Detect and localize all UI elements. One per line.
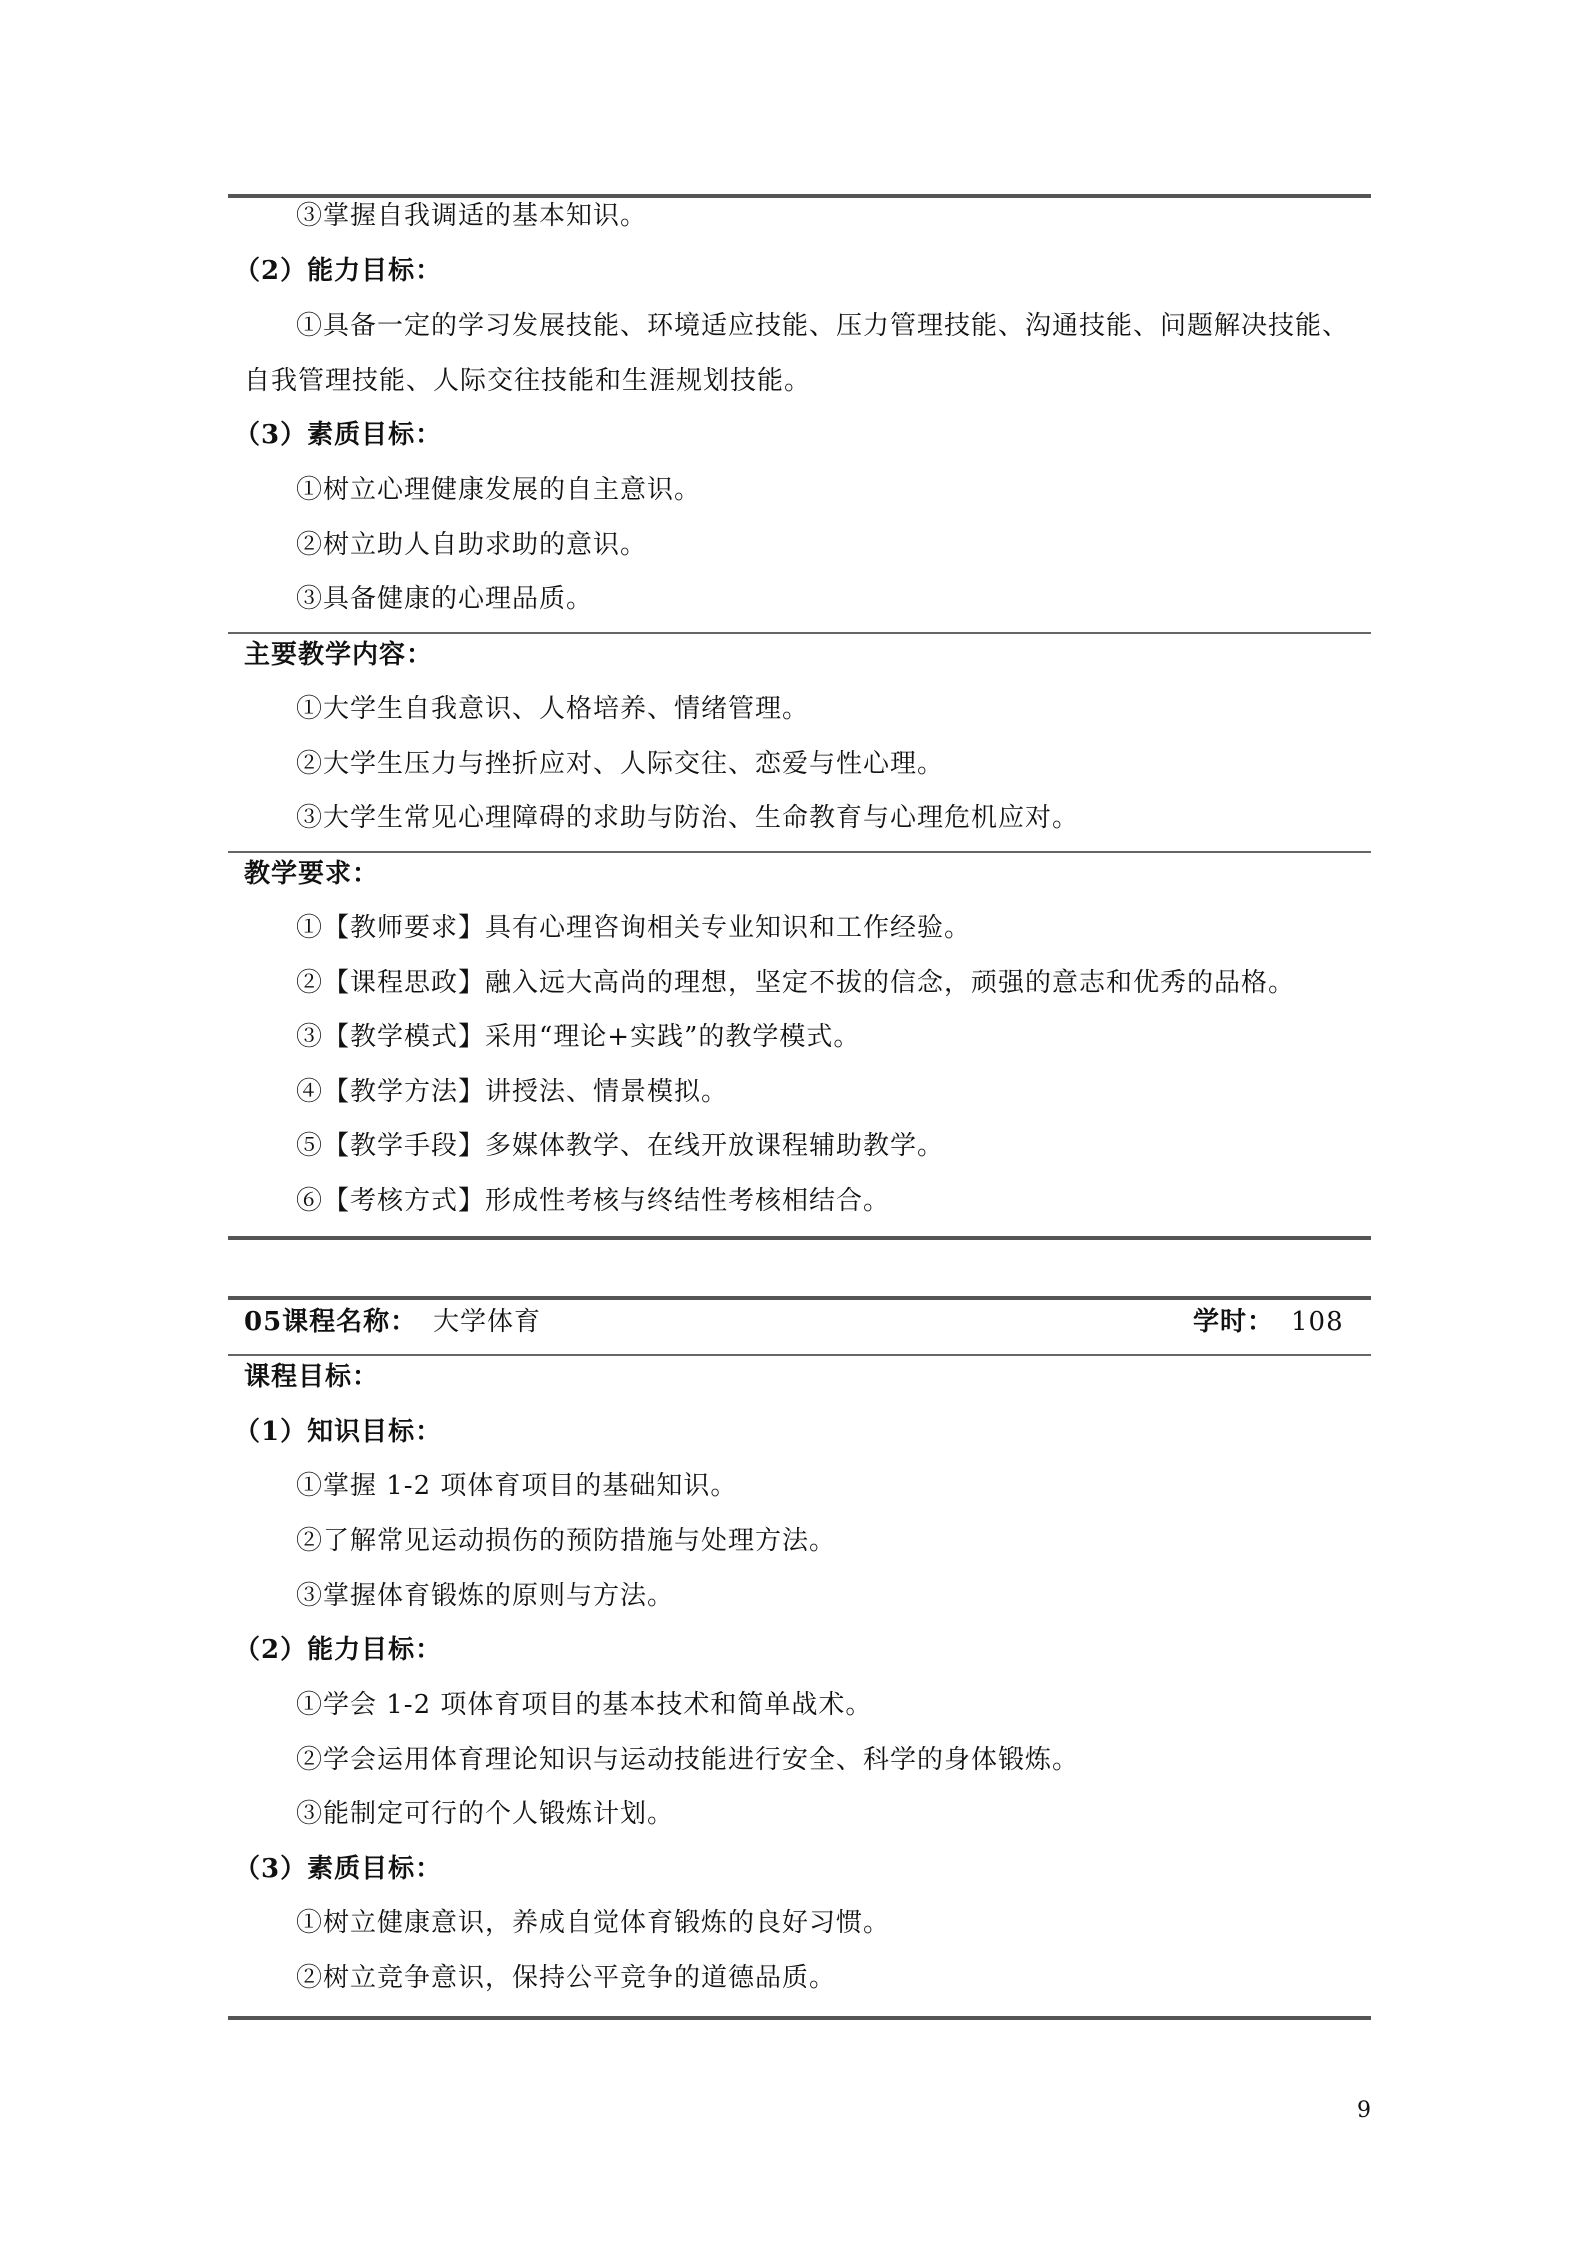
ability-item-1: ①具备一定的学习发展技能、环境适应技能、压力管理技能、沟通技能、问题解决技能、 [296,311,1350,341]
quality-item-1: ①树立健康意识，养成自觉体育锻炼的良好习惯。 [296,1908,891,1938]
quality-heading: （3）素质目标： [234,1854,443,1884]
requirement-item-6: ⑥【考核方式】形成性考核与终结性考核相结合。 [296,1186,891,1216]
goals-heading: 课程目标： [244,1362,380,1392]
content-item-1: ①大学生自我意识、人格培养、情绪管理。 [296,694,810,724]
quality-item-3: ③具备健康的心理品质。 [296,584,594,614]
course-name-value: 大学体育 [433,1307,542,1337]
ability-heading: （2）能力目标： [234,256,443,286]
ability-item-1: ①学会 1-2 项体育项目的基本技术和简单战术。 [296,1690,873,1720]
knowledge-item-3: ③掌握体育锻炼的原则与方法。 [296,1581,675,1611]
quality-heading: （3）素质目标： [234,420,443,450]
hours-label: 学时： [1193,1307,1275,1337]
requirement-item-5: ⑤【教学手段】多媒体教学、在线开放课程辅助教学。 [296,1131,945,1161]
quality-item-2: ②树立竞争意识，保持公平竞争的道德品质。 [296,1963,837,1993]
section-divider [228,632,1371,634]
content-heading: 主要教学内容： [244,640,434,670]
page-number: 9 [1357,2098,1371,2123]
ability-item-3: ③能制定可行的个人锻炼计划。 [296,1799,675,1829]
knowledge-heading: （1）知识目标： [234,1417,443,1447]
table-bottom-rule [228,2016,1371,2020]
content-item-3: ③大学生常见心理障碍的求助与防治、生命教育与心理危机应对。 [296,803,1080,833]
ability-item-1-cont: 自我管理技能、人际交往技能和生涯规划技能。 [244,366,812,396]
requirement-item-4: ④【教学方法】讲授法、情景模拟。 [296,1077,729,1107]
requirement-item-2: ②【课程思政】融入远大高尚的理想，坚定不拔的信念，顽强的意志和优秀的品格。 [296,968,1296,998]
hours-value: 108 [1291,1307,1344,1337]
requirement-item-3: ③【教学模式】采用“理论+实践”的教学模式。 [296,1022,861,1052]
table-top-rule [228,1296,1371,1300]
section-divider [228,1354,1371,1356]
quality-item-2: ②树立助人自助求助的意识。 [296,530,648,560]
knowledge-item-2: ②了解常见运动损伤的预防措施与处理方法。 [296,1526,837,1556]
knowledge-item-1: ①掌握 1-2 项体育项目的基础知识。 [296,1471,738,1501]
ability-item-2: ②学会运用体育理论知识与运动技能进行安全、科学的身体锻炼。 [296,1745,1080,1775]
quality-item-1: ①树立心理健康发展的自主意识。 [296,475,702,505]
content-item-2: ②大学生压力与挫折应对、人际交往、恋爱与性心理。 [296,749,945,779]
knowledge-item-3: ③掌握自我调适的基本知识。 [296,201,648,231]
table-bottom-rule [228,1236,1371,1240]
requirements-heading: 教学要求： [244,859,380,889]
ability-heading: （2）能力目标： [234,1635,443,1665]
course-name-label: 05课程名称： [244,1307,418,1337]
section-divider [228,851,1371,853]
requirement-item-1: ①【教师要求】具有心理咨询相关专业知识和工作经验。 [296,913,972,943]
